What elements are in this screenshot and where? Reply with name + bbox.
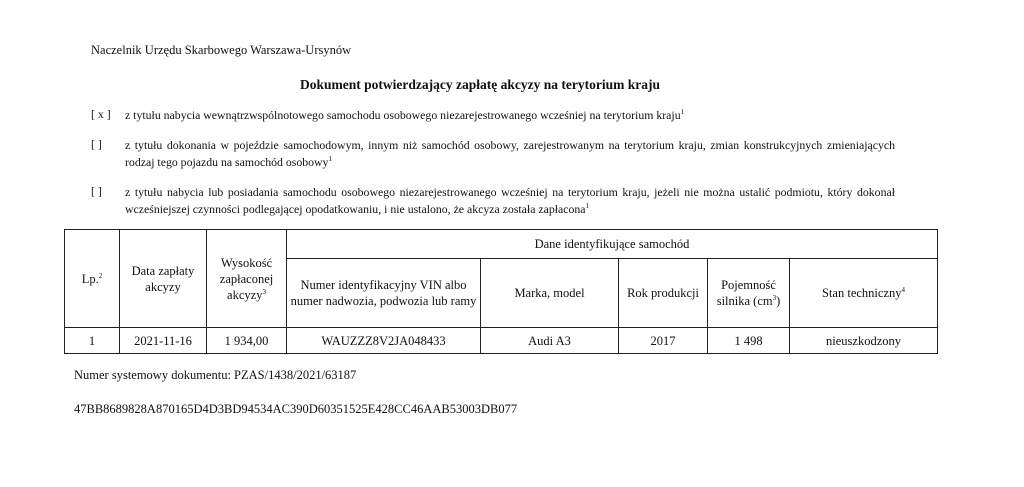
option-2-checkbox: [ ] (91, 137, 102, 151)
cell-production-year: 2017 (619, 328, 708, 354)
option-1-text: z tytułu nabycia wewnątrzwspólnotowego samochodu osobowego niezarejestrowanego wcześniej na terytorium kraju$^1$ (125, 108, 685, 122)
cell-vin: WAUZZZ8V2JA048433 (287, 328, 481, 354)
cell-excise-amount: 1 934,00 (207, 328, 287, 354)
option-1-checkbox: [ x ] (91, 107, 111, 121)
header-lp: Lp.$^2$ (65, 230, 120, 328)
cell-payment-date: 2021-11-16 (120, 328, 207, 354)
header-excise-amount: Wysokość zapłaconej akcyzy$^3$ (207, 230, 287, 328)
tax-office-name: Naczelnik Urzędu Skarbowego Warszawa-Ursynów (91, 43, 352, 57)
document-title: Dokument potwierdzający zapłatę akcyzy na terytorium kraju (300, 77, 660, 92)
cell-engine-capacity: 1 498 (708, 328, 790, 354)
header-engine-capacity: Pojemność silnika $(cm^3)$ (708, 259, 790, 328)
cell-make-model: Audi A3 (481, 328, 619, 354)
header-make-model: Marka, model (481, 259, 619, 328)
header-technical-condition: Stan techniczny$^4$ (790, 259, 938, 328)
cell-technical-condition: nieuszkodzony (790, 328, 938, 354)
cell-lp: 1 (65, 328, 120, 354)
header-production-year: Rok produkcji (619, 259, 708, 328)
document-hash: 47BB8689828A870165D4D3BD94534AC390D60351525E428CC46AAB53003DB077 (74, 402, 518, 416)
header-payment-date: Data zapłaty akcyzy (120, 230, 207, 328)
system-document-number: Numer systemowy dokumentu: PZAS/1438/2021/63187 (74, 368, 357, 382)
option-3-text: z tytułu nabycia lub posiadania samochodu osobowego niezarejestrowanego wcześniej na terytorium kraju, jeżeli nie można ustalić podmiotu, który dokonał wcześniejszej czynności podlegającej opodatkowaniu, i nie ustalono, że akcyza została zapłacona$^1$ (125, 185, 895, 216)
header-vehicle-data-group: Dane identyfikujące samochód (287, 230, 938, 259)
option-2-text: z tytułu dokonania w pojeździe samochodowym, innym niż samochód osobowy, zarejestrowanym na terytorium kraju, zmian konstrukcyjnych zmieniających rodzaj tego pojazdu na samochód osobowy$^1$ (125, 138, 895, 169)
vehicle-data-table (64, 229, 938, 354)
option-3-checkbox: [ ] (91, 184, 102, 198)
table-row (65, 328, 938, 354)
header-vin: Numer identyfikacyjny VIN albo numer nadwozia, podwozia lub ramy (287, 259, 481, 328)
